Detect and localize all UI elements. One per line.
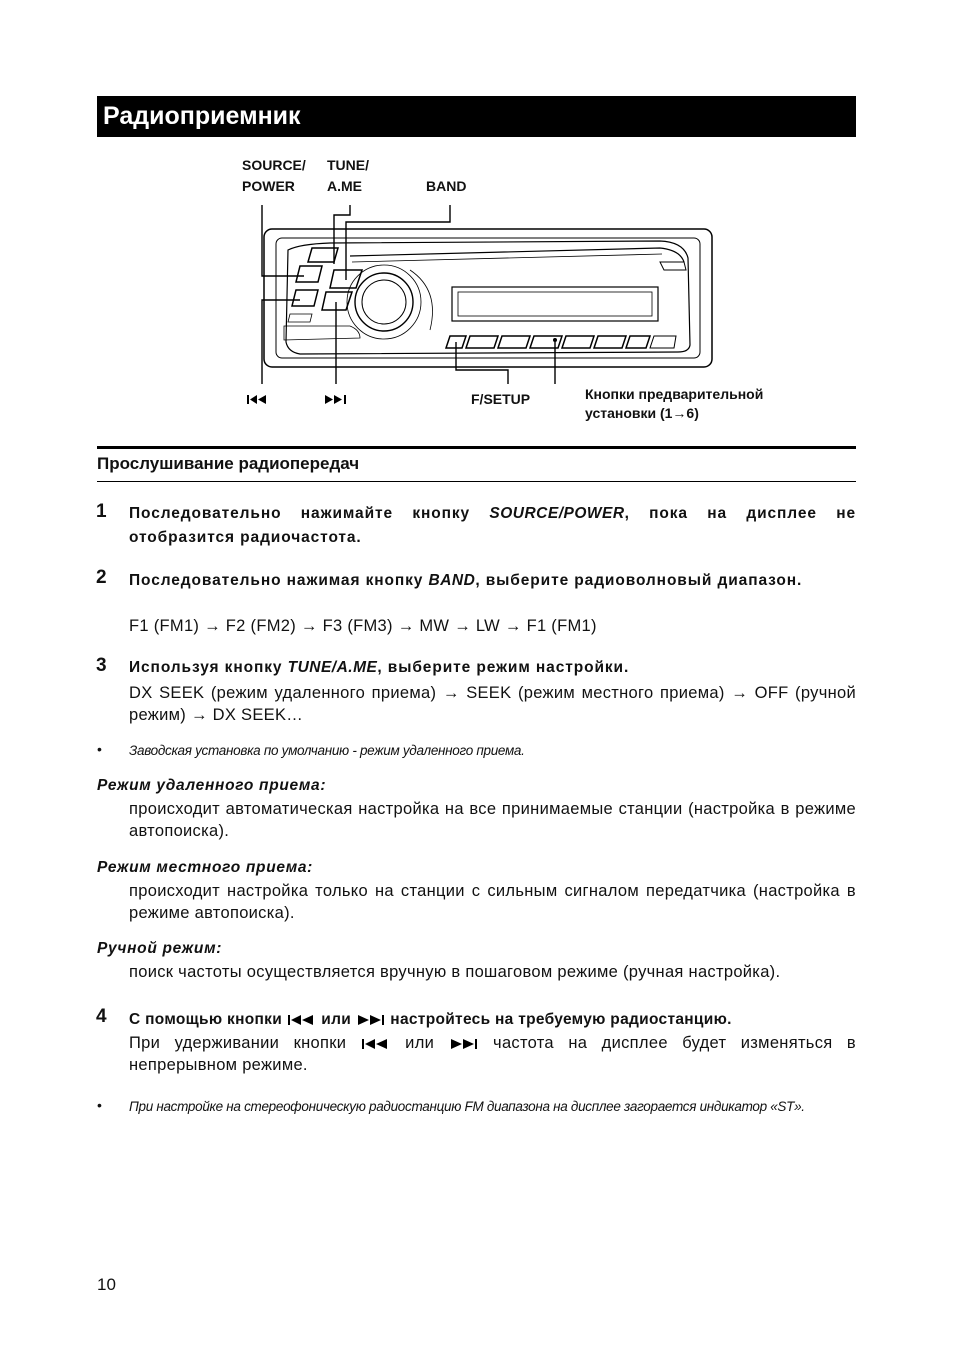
step-1-heading: Последовательно нажимайте кнопку SOURCE/POWER, пока на дисплее не отобразится радиочастота. (129, 505, 856, 546)
note-2: При настройке на стереофоническую радиостанцию FM диапазона на дисплее загорается индикатор «ST». (129, 1099, 805, 1114)
preset-button-4 (562, 336, 594, 348)
mode-local-title: Режим местного приема: (97, 859, 314, 876)
source-power-button (296, 266, 322, 282)
skip-forward-icon (325, 395, 346, 404)
label-presets-line2: установки (1→6) (585, 405, 699, 421)
skip-forward-icon (356, 1014, 386, 1026)
preset-button-3 (530, 336, 562, 348)
skip-back-icon (287, 1014, 317, 1026)
label-band: BAND (426, 178, 467, 194)
step-number-2: 2 (96, 567, 107, 588)
skip-back-icon (361, 1038, 391, 1050)
car-radio-diagram (0, 0, 954, 440)
mode-manual-text: поиск частоты осуществляется вручную в пошаговом режиме (ручная настройка). (129, 963, 781, 981)
section-rule-top (97, 446, 856, 449)
page-title: Радиоприемник (97, 96, 856, 137)
mode-dx-text: происходит автоматическая настройка на все принимаемые станции (настройка в режиме автопоиска). (129, 800, 856, 840)
mode-dx-title: Режим удаленного приема: (97, 777, 327, 794)
section-title: Прослушивание радиопередач (97, 454, 360, 473)
radio-body (264, 229, 712, 367)
keyword-tune-ame: TUNE/A.ME (287, 659, 378, 676)
label-tune: TUNE/ (327, 157, 369, 173)
label-source: SOURCE/ (242, 157, 306, 173)
callout-lines (262, 205, 555, 384)
label-fsetup: F/SETUP (471, 391, 531, 407)
label-presets-line1: Кнопки предварительной (585, 386, 764, 402)
step-number-4: 4 (96, 1006, 107, 1027)
mode-local-text: происходит настройка только на станции с сильным сигналом передатчика (настройка в режиме автопоиска). (129, 882, 856, 922)
step-4-body: При удерживании кнопки или частота на дисплее будет изменяться в непрерывном режиме. (129, 1034, 856, 1074)
step-2-heading: Последовательно нажимая кнопку BAND, выберите радиоволновый диапазон. (129, 572, 803, 589)
keyword-source-power: SOURCE/POWER (489, 505, 625, 522)
step-2-band-sequence: F1 (FM1) → F2 (FM2) → F3 (FM3) → MW → LW → F1 (FM1) (129, 617, 597, 635)
step-4-heading: С помощью кнопки или настройтесь на требуемую радиостанцию. (129, 1011, 732, 1028)
label-power: POWER (242, 178, 295, 194)
skip-forward-icon (449, 1038, 479, 1050)
label-ame: A.ME (327, 178, 362, 194)
page-number: 10 (97, 1275, 116, 1294)
preset-button-1 (466, 336, 498, 348)
section-rule-bottom (97, 481, 856, 482)
preset-button-6 (626, 336, 650, 348)
step-number-1: 1 (96, 501, 107, 522)
keyword-band: BAND (428, 572, 476, 589)
volume-knob (355, 273, 413, 331)
note-2-bullet: • (97, 1097, 102, 1113)
preset-button-2 (498, 336, 530, 348)
note-1-bullet: • (97, 741, 102, 757)
note-1: Заводская установка по умолчанию - режим удаленного приема. (129, 743, 525, 758)
step-3-heading: Используя кнопку TUNE/A.ME, выберите режим настройки. (129, 659, 630, 676)
step-number-3: 3 (96, 655, 107, 676)
mode-manual-title: Ручной режим: (97, 940, 223, 957)
step-3-mode-sequence: DX SEEK (режим удаленного приема) → SEEK (режим местного приема) → OFF (ручной режим) → DX SEEK… (129, 684, 856, 724)
preset-button-5 (594, 336, 626, 348)
skip-back-icon (247, 395, 266, 404)
prev-button (292, 290, 318, 306)
